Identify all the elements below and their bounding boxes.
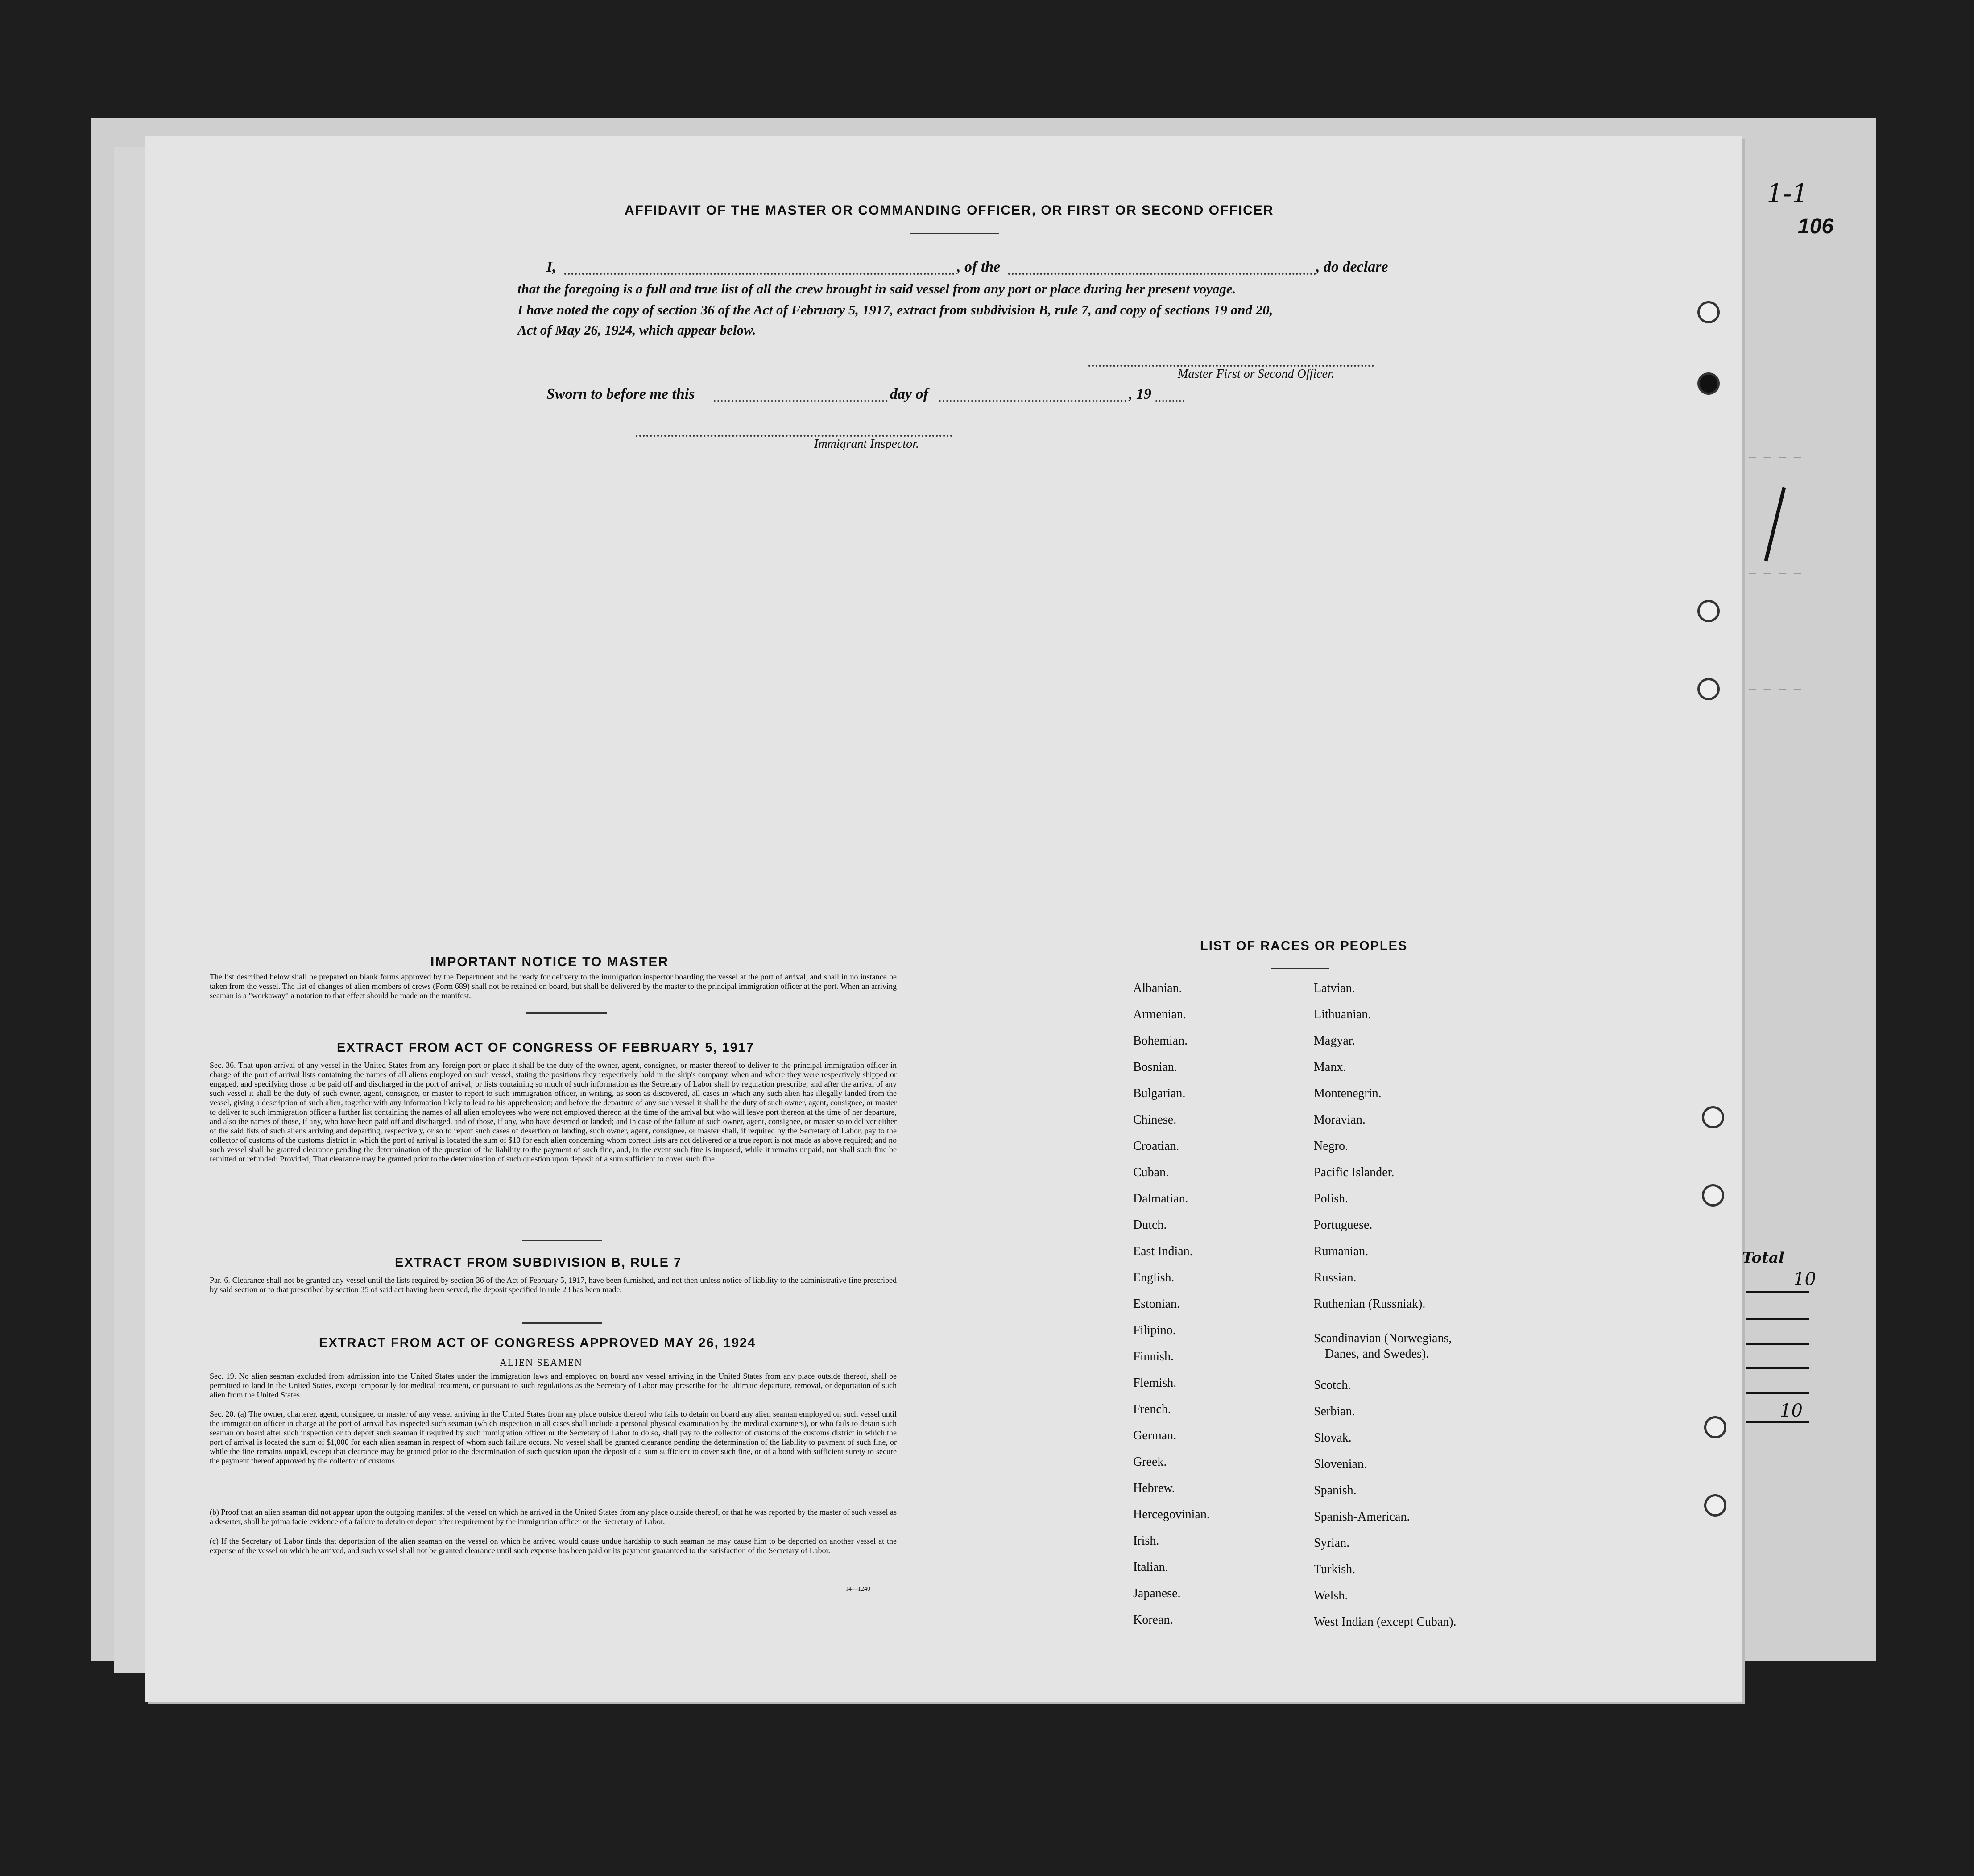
race-left: English. [1133, 1271, 1175, 1285]
race-right: Latvian. [1314, 981, 1355, 995]
race-left: Bosnian. [1133, 1060, 1177, 1074]
race-right: Moravian. [1314, 1113, 1366, 1127]
race-right: Russian. [1314, 1271, 1357, 1285]
sworn-day-field[interactable] [714, 400, 888, 402]
corner-mark: 1-1 [1767, 178, 1808, 209]
affidavit-line-4: Act of May 26, 1924, which appear below. [517, 322, 756, 338]
race-left: Estonian. [1133, 1297, 1180, 1311]
race-right: Scandinavian (Norwegians, [1314, 1331, 1452, 1345]
race-right: Rumanian. [1314, 1244, 1369, 1258]
vessel-name-field[interactable] [1008, 273, 1316, 275]
race-right: Portuguese. [1314, 1218, 1373, 1232]
tally-line [1746, 1367, 1809, 1369]
notice-title: IMPORTANT NOTICE TO MASTER [430, 955, 669, 969]
race-right: Danes, and Swedes). [1325, 1347, 1429, 1361]
tally-line [1746, 1291, 1809, 1293]
race-left: Irish. [1133, 1534, 1159, 1548]
race-left: German. [1133, 1429, 1177, 1442]
race-left: Bulgarian. [1133, 1087, 1186, 1100]
affidavit-line-2: that the foregoing is a full and true list of all the crew brought in said vessel from any port or place during her present voyage. [517, 281, 1236, 297]
race-right: Spanish-American. [1314, 1510, 1410, 1524]
race-left: Chinese. [1133, 1113, 1177, 1127]
punch-hole [1702, 1106, 1724, 1128]
race-left: Finnish. [1133, 1350, 1174, 1364]
race-left: Greek. [1133, 1455, 1167, 1469]
race-left: Cuban. [1133, 1165, 1169, 1179]
race-left: Korean. [1133, 1613, 1173, 1627]
tally-line [1746, 1421, 1809, 1423]
race-right: Slovak. [1314, 1431, 1352, 1445]
race-right: Lithuanian. [1314, 1008, 1371, 1021]
tally-first-value: 10 [1793, 1269, 1816, 1289]
affidavit-of-the: , of the [957, 259, 1001, 275]
race-right: Montenegrin. [1314, 1087, 1382, 1100]
bleed-row-1: — — — — [1749, 450, 1801, 464]
race-left: East Indian. [1133, 1244, 1193, 1258]
extract-1924-sec19: Sec. 19. No alien seaman excluded from admission into the United States under the immigration laws and employed on board any vessel arriving in the United States from any place outside thereof, shall be permitted to land in the United States, except temporarily for medical treatment, or pursuant to such regulations as the Secretary of Labor may prescribe for the ultimate departure, removal, or deportation of such alien from the United States. [210, 1372, 897, 1399]
sworn-year: , 19 [1129, 386, 1151, 402]
race-right: Slovenian. [1314, 1457, 1367, 1471]
tally-line [1746, 1318, 1809, 1320]
races-title: LIST OF RACES OR PEOPLES [1200, 939, 1408, 953]
extract-1917-title: EXTRACT FROM ACT OF CONGRESS OF FEBRUARY 5, 1917 [337, 1041, 755, 1055]
extract-1917-text: Sec. 36. That upon arrival of any vessel in the United States from any foreign port or place it shall be the duty of the owner, agent, consignee, or master thereof to deliver to the principal immigration officer in charge of the port of arrival lists containing the names of all aliens employed on such vessel, stating the positions they respectively hold in the ship's company, when and where they were respectively shipped or engaged, and specifying those to be paid off and discharged in the port of arrival; or lists containing so much of such information as the Secretary of Labor shall by regulation prescribe; and after the arrival of any such vessel it shall be the duty of such owner, agent, consignee, or master to report to such immigration officer, in writing, as soon as discovered, all cases in which any such alien has illegally landed from the vessel, giving a description of such alien, together with any information likely to lead to his apprehension; and before the departure of any such vessel it shall be the duty of such owner, agent, consignee, or master to deliver to such immigration officer a further list containing the names of all alien employees who were not employed thereon at the time of the arrival but who will leave port thereon at the time of her departure, and also the names of those, if any, who have been paid off and discharged, and of those, if any, who have deserted or landed; and in case of the failure of such owner, agent, consignee, or master so to deliver either of the said lists of such aliens arriving and departing, respectively, or so to report such cases of desertion or landing, such owner, agent, consignee, or master shall, if required by the Secretary of Labor, pay to the collector of customs of the customs district in which the port of arrival is located the sum of $10 for each alien concerning whom correct lists are not delivered or a true report is not made as above required; and no such vessel shall be granted clearance pending the determination of the question of the liability to the payment of such fine, and, in the event such fine is imposed, while it remains unpaid; nor shall such fine be remitted or refunded: Provided, That clearance may be granted prior to the determination of such question upon deposit of a sum sufficient to cover such fine. [210, 1061, 897, 1163]
race-right: Scotch. [1314, 1378, 1351, 1392]
master-name-field[interactable] [564, 273, 955, 275]
race-right: Ruthenian (Russniak). [1314, 1297, 1426, 1311]
sworn-day-of: day of [890, 386, 928, 402]
race-right: Syrian. [1314, 1536, 1350, 1550]
tally-last-value: 10 [1780, 1401, 1803, 1421]
master-signature-label: Master First or Second Officer. [1178, 367, 1334, 381]
punch-hole [1704, 1416, 1726, 1438]
extract-1917-rule [522, 1240, 602, 1241]
inspector-signature-line[interactable] [636, 435, 952, 437]
bleed-row-3: — — — — [1749, 682, 1801, 696]
affidavit-line-3: I have noted the copy of section 36 of the Act of February 5, 1917, extract from subdivision B, rule 7, and copy of sections 19 and 20, [517, 302, 1273, 318]
tally-line [1746, 1343, 1809, 1345]
race-left: Japanese. [1133, 1587, 1181, 1600]
race-left: Bohemian. [1133, 1034, 1188, 1048]
race-right: Negro. [1314, 1139, 1348, 1153]
race-left: Albanian. [1133, 981, 1182, 995]
extract-rule7-text: Par. 6. Clearance shall not be granted any vessel until the lists required by section 36 of the Act of February 5, 1917, have been furnished, and not then unless notice of liability to the administrative fine prescribed by said section or to that prescribed by section 35 of said act having been served, the deposit specified in rule 23 has been made. [210, 1276, 897, 1294]
extract-1924-title: EXTRACT FROM ACT OF CONGRESS APPROVED MAY 26, 1924 [319, 1336, 756, 1350]
notice-rule [526, 1012, 607, 1014]
sworn-prefix: Sworn to before me this [546, 386, 695, 402]
race-right: West Indian (except Cuban). [1314, 1615, 1457, 1629]
stamp-number: 106 [1798, 215, 1834, 238]
affidavit-title-rule [910, 233, 999, 234]
affidavit-do-declare: , do declare [1316, 259, 1388, 275]
extract-1924-sec20c: (c) If the Secretary of Labor finds that deportation of the alien seaman on the vessel on which he arrived would cause undue hardship to such seaman he may cause him to be deported on another vessel at the expense of the vessel on which he arrived, and such vessel shall not be granted clearance until such expense has been paid or its payment guaranteed to the satisfaction of the Secretary of Labor. [210, 1537, 897, 1555]
race-left: French. [1133, 1402, 1171, 1416]
race-right: Polish. [1314, 1192, 1349, 1206]
bleed-row-2: — — — — [1749, 566, 1801, 580]
race-left: Croatian. [1133, 1139, 1179, 1153]
tally-line [1746, 1392, 1809, 1394]
notice-text: The list described below shall be prepared on blank forms approved by the Department and be ready for delivery to the immigration inspector boarding the vessel at the port of arrival, and shall in no instance be taken from the vessel. The list of changes of alien members of crews (Form 689) shall not be retained on board, but shall be delivered by the master to the principal immigration officer at the port. When an arriving seaman is a "workaway" a notation to that effect should be made on the manifest. [210, 972, 897, 1000]
race-right: Magyar. [1314, 1034, 1355, 1048]
race-left: Filipino. [1133, 1323, 1176, 1337]
sworn-month-field[interactable] [939, 400, 1126, 402]
race-left: Armenian. [1133, 1008, 1186, 1021]
extract-1924-sec20a: Sec. 20. (a) The owner, charterer, agent, consignee, or master of any vessel arriving in the United States from any place outside thereof who fails to detain on board any alien seaman employed on such vessel until the immigration officer in charge at the port of arrival has inspected such seaman (which inspection in all cases shall include a personal physical examination by the medical examiners), or who fails to detain such seaman on board after such inspection or to deport such seaman if required by such immigration officer or the Secretary of Labor to do so, shall pay to the collector of customs of the customs district in which the port of arrival is located the sum of $1,000 for each alien seaman in respect of whom such failure occurs. No vessel shall be granted clearance pending the determination of the liability to payment of such fine, or while the fine remains unpaid, except that clearance may be granted prior to the determination of such question upon the deposit of a sum sufficient to cover such fine, or of a bond with sufficient surety to secure the payment thereof approved by the collector of customs. [210, 1409, 897, 1465]
document-page [145, 136, 1742, 1702]
affidavit-title: AFFIDAVIT OF THE MASTER OR COMMANDING OFFICER, OR FIRST OR SECOND OFFICER [625, 203, 1274, 218]
race-left: Dutch. [1133, 1218, 1167, 1232]
punch-hole [1704, 1494, 1726, 1517]
race-right: Turkish. [1314, 1562, 1356, 1576]
inspector-label: Immigrant Inspector. [814, 437, 919, 451]
tally-total-label: Total [1742, 1249, 1784, 1267]
race-left: Dalmatian. [1133, 1192, 1188, 1206]
race-left: Italian. [1133, 1560, 1168, 1574]
extract-1924-subtitle: ALIEN SEAMEN [500, 1357, 583, 1368]
race-right: Welsh. [1314, 1589, 1348, 1603]
races-title-rule [1271, 968, 1329, 969]
race-left: Flemish. [1133, 1376, 1177, 1390]
form-code: 14—1240 [845, 1586, 870, 1592]
punch-hole [1697, 678, 1720, 700]
affidavit-i: I, [546, 259, 556, 275]
punch-hole [1702, 1184, 1724, 1207]
sworn-year-field[interactable] [1155, 400, 1184, 402]
punch-hole [1697, 301, 1720, 323]
race-right: Serbian. [1314, 1405, 1355, 1418]
race-left: Hercegovinian. [1133, 1508, 1210, 1521]
race-right: Spanish. [1314, 1483, 1357, 1497]
race-right: Pacific Islander. [1314, 1165, 1395, 1179]
extract-1924-sec20b: (b) Proof that an alien seaman did not appear upon the outgoing manifest of the vessel on which he arrived in the United States from any place outside thereof, or that he was reported by the master of such vessel as a deserter, shall be prima facie evidence of a failure to detain or deport after requirement by the immigration officer or the Secretary of Labor. [210, 1508, 897, 1526]
race-right: Manx. [1314, 1060, 1346, 1074]
master-signature-line[interactable] [1088, 365, 1374, 367]
punch-hole [1697, 372, 1720, 395]
punch-hole [1697, 600, 1720, 622]
race-left: Hebrew. [1133, 1481, 1175, 1495]
extract-rule7-title: EXTRACT FROM SUBDIVISION B, RULE 7 [395, 1256, 682, 1270]
extract-rule7-rule [522, 1322, 602, 1324]
